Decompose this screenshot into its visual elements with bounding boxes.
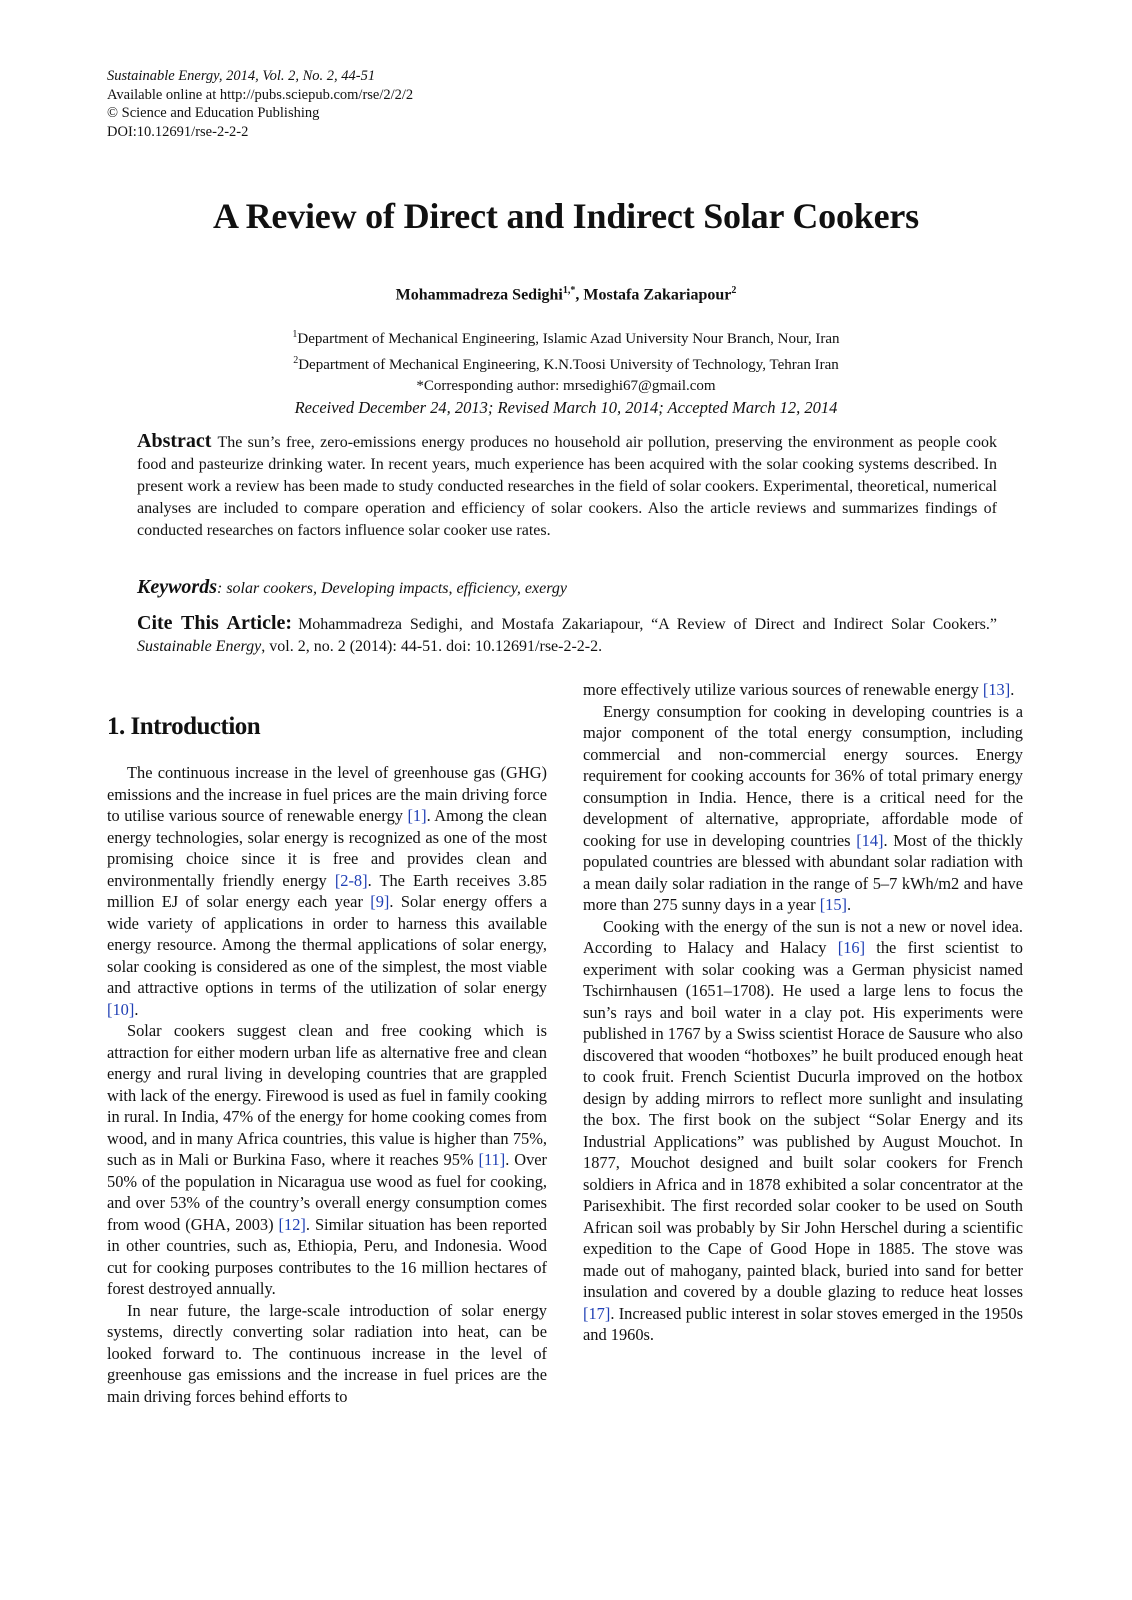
abstract-text: The sun’s free, zero-emissions energy produces no household air pollution, preserving the environment as people cook food and pasteurize drinking water. In recent years, much experience has been acquired with the solar cooking systems described. In present work a review has been made to study conducted researches in the field of solar cookers. Experimental, theoretical, numerical analyses are included to compare operation and efficiency of solar cookers. Also the article reviews and summarizes findings of conducted researches on factors influence solar cooker use rates. <box>137 434 997 539</box>
paragraph <box>107 1020 547 1300</box>
citation-link[interactable]: [17] <box>583 1303 611 1323</box>
journal-header <box>107 67 413 141</box>
citation-link[interactable]: [15] <box>819 895 848 914</box>
paragraph <box>583 701 1023 916</box>
affiliation-mark: 2 <box>293 355 299 366</box>
text: . Increased public interest in solar stoves emerged in the 1950s and 1960s. <box>583 1303 1023 1344</box>
cite-journal: Sustainable Energy <box>137 638 262 655</box>
text: . Over 50% of the population in Nicaragua use wood as fuel for cooking, and over 53% of the country’s overall energy consumption comes from wood (GHA, 2003) <box>107 1150 547 1234</box>
text: . <box>1010 680 1015 699</box>
text: Cooking with the energy of the sun is not a new or novel idea. According to Halacy and Halacy <box>583 916 1023 957</box>
keywords <box>137 576 997 600</box>
journal-citation: Sustainable Energy, 2014, Vol. 2, No. 2, 44-51 <box>107 68 376 84</box>
publisher-line: © Science and Education Publishing <box>107 105 320 121</box>
text: . Most of the thickly populated countries are blessed with abundant solar radiation with a mean daily solar radiation in the range of 5–7 kWh/m2 and have more than 275 sunny days in a year <box>583 830 1024 914</box>
text: . The Earth receives 3.85 million EJ of solar energy each year <box>107 870 547 911</box>
text: The continuous increase in the level of greenhouse gas (GHG) emissions and the increase in fuel prices are the main driving force to utilise various source of renewable energy <box>107 763 547 825</box>
keywords-label: Keywords <box>137 576 217 598</box>
affiliation-text: Department of Mechanical Engineering, Islamic Azad University Nour Branch, Nour, Iran <box>297 331 840 347</box>
citation-link[interactable]: [12] <box>278 1214 306 1234</box>
citation-link[interactable]: [2-8] <box>334 870 368 890</box>
paragraph: In near future, the large-scale introduction of solar energy systems, directly converting solar radiation into heat, can be looked forward to. The continuous increase in the level of greenhouse gas emissions and the increase in fuel prices are the main driving forces behind efforts to <box>107 1300 547 1406</box>
author-affiliation-mark: 1,* <box>562 285 576 296</box>
text: more effectively utilize various sources of renewable energy <box>583 680 983 699</box>
affiliation-mark: 1 <box>292 329 298 340</box>
citation-link[interactable]: [16] <box>837 938 866 957</box>
citation-link[interactable]: [14] <box>856 830 884 850</box>
affiliation-1 <box>0 324 1132 350</box>
section-heading: 1. Introduction <box>107 713 261 740</box>
abstract <box>137 430 997 542</box>
left-column <box>107 762 547 1407</box>
cite-text-end: , vol. 2, no. 2 (2014): 44-51. doi: 10.12691/rse-2-2-2. <box>261 638 603 655</box>
cite-this-article <box>137 612 997 658</box>
citation-link[interactable]: [9] <box>370 892 390 911</box>
right-column <box>583 679 1023 1346</box>
text: . Solar energy offers a wide variety of applications in order to harness this available energy resource. Among the thermal applications of solar energy, solar cooking is considered as one of the simplest, the most viable and attractive options in terms of the utilization of solar energy <box>107 892 547 997</box>
citation-link[interactable]: [13] <box>982 680 1011 699</box>
text: the first scientist to experiment with solar cooking was a German physicist named Tschirnhausen (1651–1708). He used a large lens to focus the sun’s rays and boil water in a clay pot. His experiments were published in 1767 by a Swiss scientist Horace de Sausure who also discovered that wooden “hotboxes” he built produced enough heat to cook fruit. French Scientist Ducurla improved on the hotbox design by adding mirrors to reflect more sunlight and insulating the box. The first book on the subject “Solar Energy and its Industrial Applications” was published by August Mouchot. In 1877, Mouchot designed and built solar cookers for French soldiers in Africa and in 1878 exhibited a solar concentrator at the Parisexhibit. The first recorded solar cooker to be used on South African soil was probably by Sir John Herschel during a scientific expedition to the Cape of Good Hope in 1885. The stove was made out of mahogany, painted black, buried into sand for better insulation and covered by a double glazing to reduce heat losses <box>583 938 1023 1301</box>
paragraph-continuation <box>583 679 1023 701</box>
citation-link[interactable]: [11] <box>478 1150 506 1169</box>
abstract-label: Abstract <box>137 430 212 452</box>
cite-label: Cite This Article: <box>137 612 293 634</box>
availability-line: Available online at http://pubs.sciepub.com/rse/2/2/2 <box>107 86 414 103</box>
affiliations <box>0 324 1132 397</box>
text: . <box>134 999 139 1019</box>
text: Solar cookers suggest clean and free cooking which is attraction for either modern urban life as alternative free and clean energy and rural living in developing countries that are grappled with lack of the energy. Firewood is used as fuel in family cooking in rural. In India, 47% of the energy for home cooking comes from wood, and in many Africa countries, this value is higher than 75%, such as in Mali or Burkina Faso, where it reaches 95% <box>107 1021 547 1169</box>
text: . <box>847 895 852 914</box>
paragraph <box>583 916 1023 1346</box>
corresponding-author: *Corresponding author: mrsedighi67@gmail.com <box>416 378 716 394</box>
cite-text: Mohammadreza Sedighi, and Mostafa Zakariapour, “A Review of Direct and Indirect Solar Cookers.” <box>298 616 998 633</box>
text: . Among the clean energy technologies, solar energy is recognized as one of the most promising choice since it is free and provides clean and environmentally friendly energy <box>107 806 547 890</box>
citation-link[interactable]: [1] <box>407 806 427 825</box>
doi-line: DOI:10.12691/rse-2-2-2 <box>107 123 249 140</box>
publication-dates: Received December 24, 2013; Revised March 10, 2014; Accepted March 12, 2014 <box>294 398 838 417</box>
text: Energy consumption for cooking in developing countries is a major component of the total energy consumption, including commercial and non-commercial energy sources. Energy requirement for cooking accounts for 36% of total primary energy consumption in India. Hence, there is a critical need for the development of alternative, appropriate, affordable mode of cooking for use in developing countries <box>583 701 1023 850</box>
text: . Similar situation has been reported in other countries, such as, Ethiopia, Peru, and Indonesia. Wood cut for cooking purposes contributes to the 16 million hectares of forest destroyed annually. <box>107 1214 547 1298</box>
paragraph <box>107 762 547 1020</box>
affiliation-text: Department of Mechanical Engineering, K.N.Toosi University of Technology, Tehran Iran <box>298 357 839 373</box>
author-affiliation-mark: 2 <box>731 285 737 296</box>
author-name: Mostafa Zakariapour <box>583 286 732 304</box>
author-name: Mohammadreza Sedighi <box>395 286 563 304</box>
citation-link[interactable]: [10] <box>107 999 135 1019</box>
paper-title: A Review of Direct and Indirect Solar Cookers <box>213 196 919 236</box>
keywords-text: : solar cookers, Developing impacts, efficiency, exergy <box>217 580 567 597</box>
author-separator: , <box>575 286 584 304</box>
author-list <box>0 285 1132 304</box>
affiliation-2 <box>0 350 1132 376</box>
